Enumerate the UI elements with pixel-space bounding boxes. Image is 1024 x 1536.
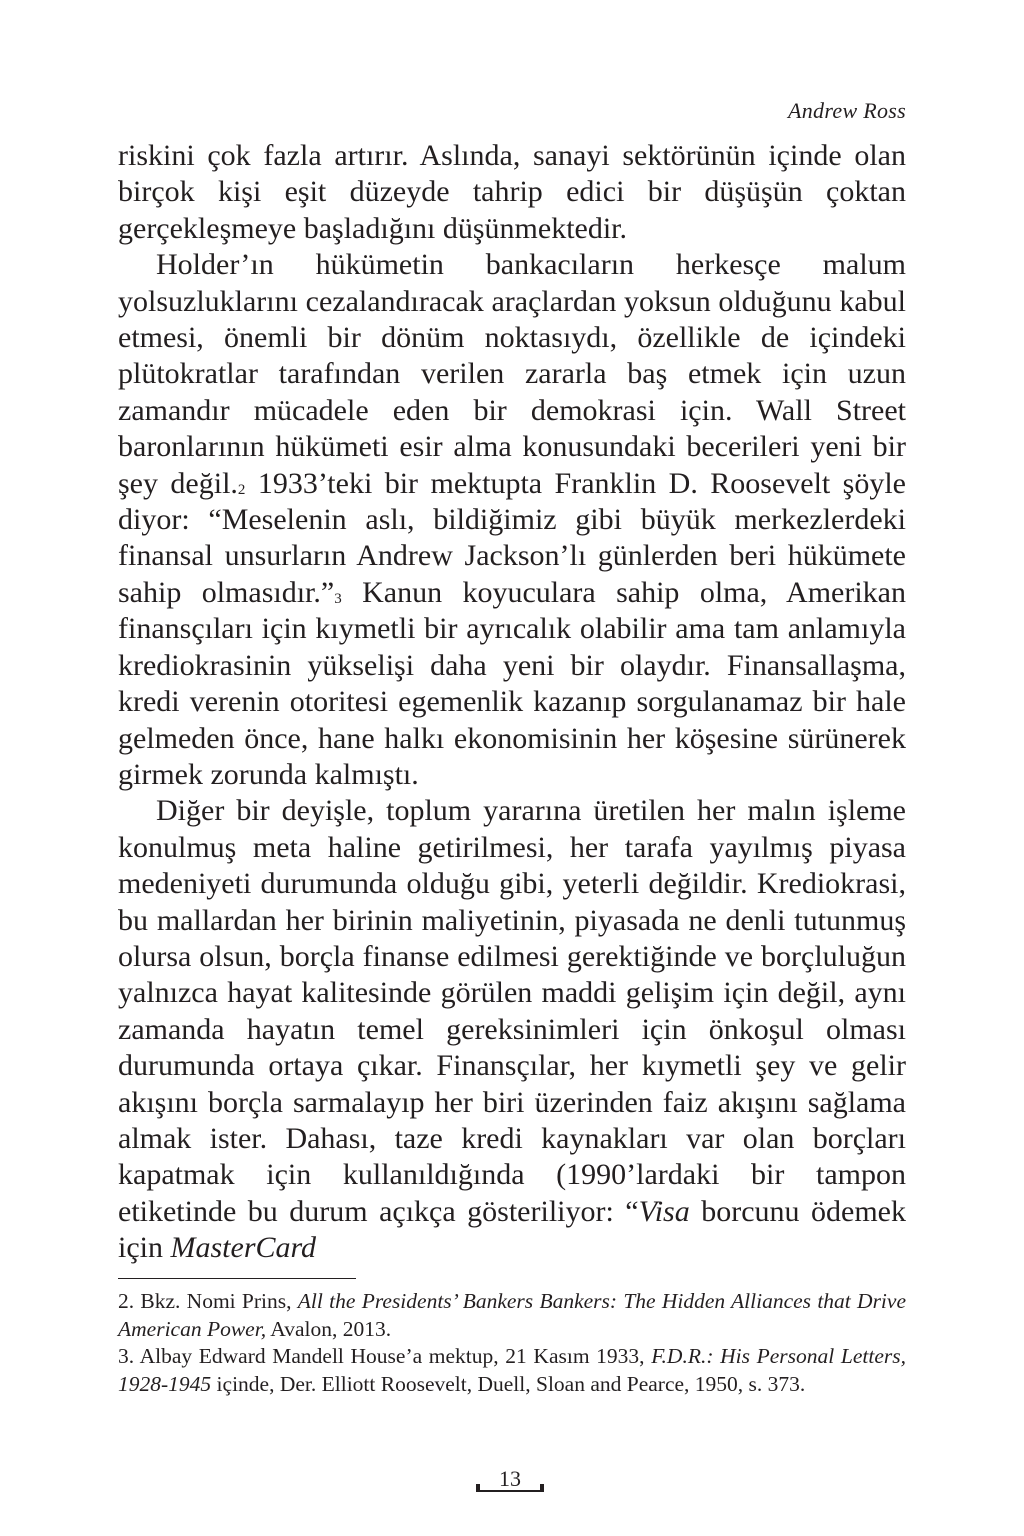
body-text <box>118 138 906 1267</box>
footnote-2-title: All the Presidents’ Bankers Bankers: The Hidden Alliances that Drive American Power, <box>118 1289 906 1341</box>
paragraph-2-text-b: 1933’teki bir mektupta Franklin D. Roosevelt şöyle diyor: “Meselenin aslı, bildiğimiz gibi büyük merkezlerdeki finansal unsurların Andrew Jackson’lı günlerden beri hükümete sahip olmasıdır.” <box>118 466 907 609</box>
visa-text: Visa <box>638 1194 690 1228</box>
paragraph-1: riskini çok fazla artırır. Aslında, sanayi sektörünün içinde olan birçok kişi eşit düzeyde tahrip edici bir düşüşün çoktan gerçekleşmeye başladığını düşünmektedir. <box>118 139 906 245</box>
mastercard-text: MasterCard <box>170 1231 317 1265</box>
running-head: Andrew Ross <box>788 98 906 123</box>
footnote-2-text-b: Avalon, 2013. <box>266 1316 392 1341</box>
paragraph-2-text-a: Holder’ın hükümetin bankacıların herkesçe malum yolsuzluklarını cezalandıracak araçlardan yoksun olduğunu kabul etmesi, önemli bir dönüm noktasıydı, özellikle de içindeki plütokratlar tarafından verilen zararla baş etmek için uzun zamandır mücadele eden bir demokrasi için. Wall Street baronlarının hükümeti esir alma konusundaki becerileri yeni bir şey değil. <box>118 248 906 500</box>
footnote-ref-2: 2 <box>237 481 246 498</box>
folio-tick-right <box>540 1484 544 1492</box>
footnote-2-text-a: 2. Bkz. Nomi Prins, <box>118 1289 298 1313</box>
footnote-3 <box>118 1343 906 1398</box>
paragraph-3 <box>118 793 906 1266</box>
paragraph-3-text-b: borcunu ödemek için <box>118 1194 906 1265</box>
footnotes <box>118 1288 906 1398</box>
paragraph-3-text-a: Diğer bir deyişle, toplum yararına üretilen her malın işleme konulmuş meta haline getirilmesi, her tarafa yayılmış piyasa medeniyeti durumunda olduğu gibi, yeterli değildir. Krediokrasi, bu mallardan her birinin maliyetinin, piyasada ne denli tutunmuş olursa olsun, borçla finanse edilmesi gerektiğinde ve borçluluğun yalnızca hayat kalitesinde görülen maddi gelişim için değil, aynı zamanda hayatın temel gereksinimleri için önkoşul olması durumunda ortaya çıkar. Finansçılar, her kıymetli şey ve gelir akışını borçla sarmalayıp her biri üzerinden faiz akışını sağlama almak ister. Dahası, taze kredi kaynakları var olan borçları kapatmak için kullanıldığında (1990’lardaki bir tampon etiketinde bu durum açıkça gösteriliyor: “ <box>118 794 906 1228</box>
folio-tick-left <box>476 1484 480 1492</box>
footnote-2 <box>118 1288 906 1343</box>
paragraph-2-text-c: Kanun koyuculara sahip olma, Amerikan finansçıları için kıymetli bir ayrıcalık olabilir ama tam anlamıyla krediokrasinin yükselişi daha yeni bir olaydır. Finansallaşma, kredi verenin otoritesi egemenlik kazanıp sorgulanamaz bir hale gelmeden önce, hane halkı ekonomisinin her köşesine sürünerek girmek zorunda kalmıştı. <box>118 575 906 791</box>
footnote-3-text-b: içinde, Der. Elliott Roosevelt, Duell, Sloan and Pearce, 1950, s. 373. <box>211 1371 806 1396</box>
page-number-folio <box>470 1466 550 1498</box>
footnote-3-text-a: 3. Albay Edward Mandell House’a mektup, 21 Kasım 1933, <box>118 1344 652 1368</box>
paragraph-2 <box>118 247 906 793</box>
footnote-3-title: F.D.R.: His Personal Letters, 1928-1945 <box>118 1344 906 1396</box>
footnote-ref-3: 3 <box>334 590 342 607</box>
page-number: 13 <box>499 1466 521 1491</box>
footnote-rule <box>118 1278 356 1279</box>
